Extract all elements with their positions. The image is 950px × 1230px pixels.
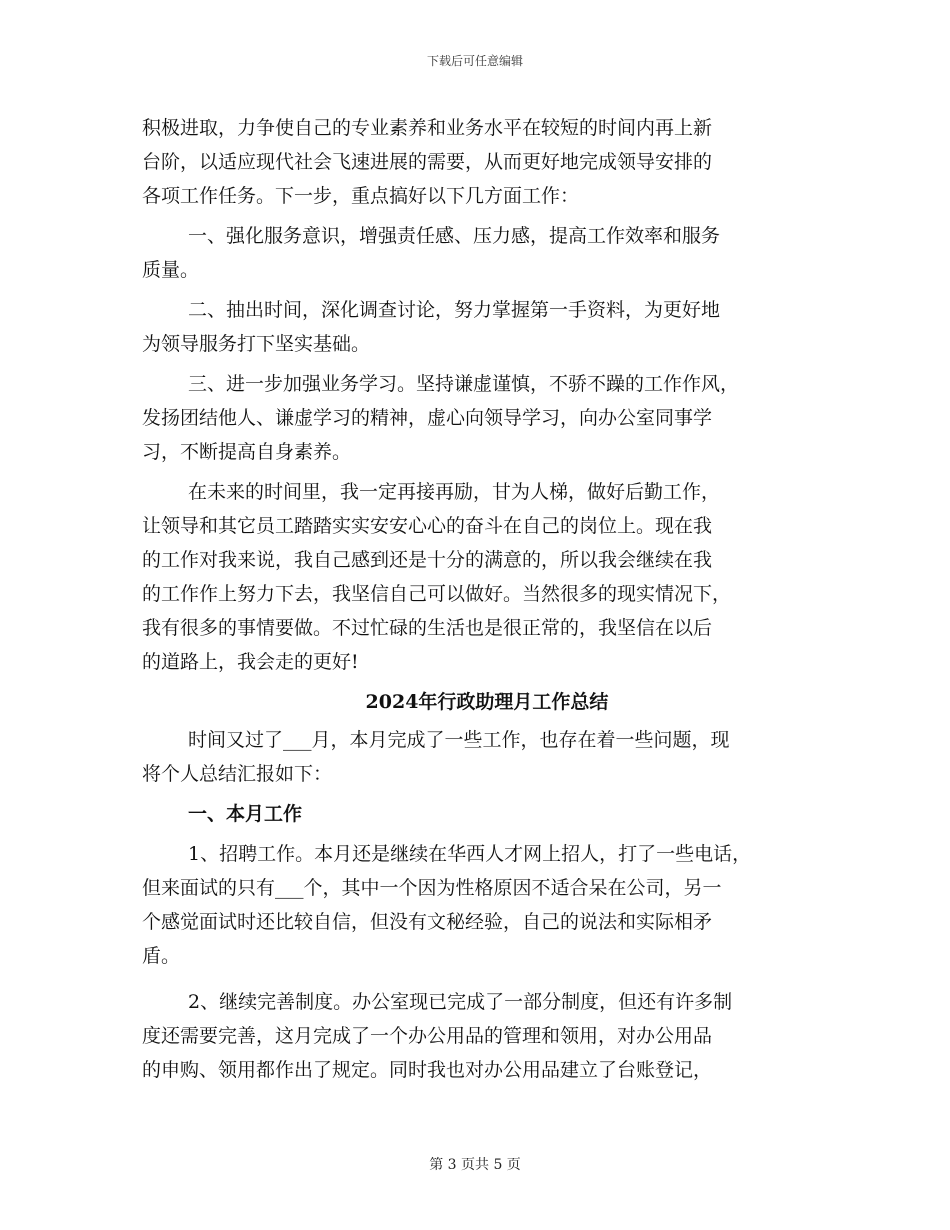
section-title: 2024年行政助理月工作总结: [365, 691, 609, 713]
text-line: 发扬团结他人、谦虚学习的精神，虚心向领导学习，向办公室同事学: [142, 407, 713, 429]
text-line: 度还需要完善，这月完成了一个办公用品的管理和领用，对办公用品: [142, 1025, 713, 1047]
page-footer: 第 3 页共 5 页: [429, 1157, 521, 1173]
paragraph: [142, 219, 832, 287]
paragraph: [142, 475, 832, 679]
paragraph: [142, 837, 832, 973]
text-line: 的道路上，我会走的更好!: [142, 651, 359, 673]
section-heading: 一、本月工作: [188, 803, 303, 825]
page-header: 下载后可任意编辑: [426, 54, 523, 68]
text-line: 在未来的时间里，我一定再接再励，甘为人梯，做好后勤工作，: [188, 481, 721, 503]
text-line: 将个人总结汇报如下：: [142, 763, 333, 785]
text-line: 台阶，以适应现代社会飞速进展的需要，从而更好地完成领导安排的: [142, 151, 713, 173]
text-line: 让领导和其它员工踏踏实实安安心心的奋斗在自己的岗位上。现在我: [142, 515, 713, 537]
text-line: 的申购、领用都作出了规定。同时我也对办公用品建立了台账登记，: [142, 1059, 713, 1081]
text-line: 的工作对我来说，我自己感到还是十分的满意的，所以我会继续在我: [142, 549, 713, 571]
document-body: [142, 111, 832, 1087]
text-line: 二、抽出时间，深化调查讨论，努力掌握第一手资料，为更好地: [188, 299, 721, 321]
text-line: 积极进取，力争使自己的专业素养和业务水平在较短的时间内再上新: [142, 117, 713, 139]
paragraph: [142, 111, 832, 213]
text-line: 质量。: [142, 259, 200, 281]
text-line: 各项工作任务。下一步，重点搞好以下几方面工作：: [142, 185, 580, 207]
paragraph: [142, 985, 832, 1087]
paragraph: [142, 367, 832, 469]
text-line: 为领导服务打下坚实基础。: [142, 333, 371, 355]
text-line: 我有很多的事情要做。不过忙碌的生活也是很正常的，我坚信在以后: [142, 617, 713, 639]
text-line: 一、强化服务意识，增强责任感、压力感，提高工作效率和服务: [188, 225, 721, 247]
paragraph: [142, 293, 832, 361]
text-line: 时间又过了___月，本月完成了一些工作，也存在着一些问题，现: [188, 729, 730, 751]
text-line: 盾。: [142, 945, 181, 967]
text-line: 2、继续完善制度。办公室现已完成了一部分制度，但还有许多制: [188, 991, 733, 1013]
text-line: 三、进一步加强业务学习。坚持谦虚谨慎，不骄不躁的工作作风，: [188, 373, 740, 395]
text-line: 1、招聘工作。本月还是继续在华西人才网上招人，打了一些电话，: [188, 843, 752, 865]
paragraph: [142, 723, 832, 791]
text-line: 个感觉面试时还比较自信，但没有文秘经验，自己的说法和实际相矛: [142, 911, 713, 933]
text-line: 的工作作上努力下去，我坚信自己可以做好。当然很多的现实情况下，: [142, 583, 732, 605]
text-line: 但来面试的只有___个，其中一个因为性格原因不适合呆在公司，另一: [142, 877, 722, 899]
text-line: 习，不断提高自身素养。: [142, 441, 352, 463]
